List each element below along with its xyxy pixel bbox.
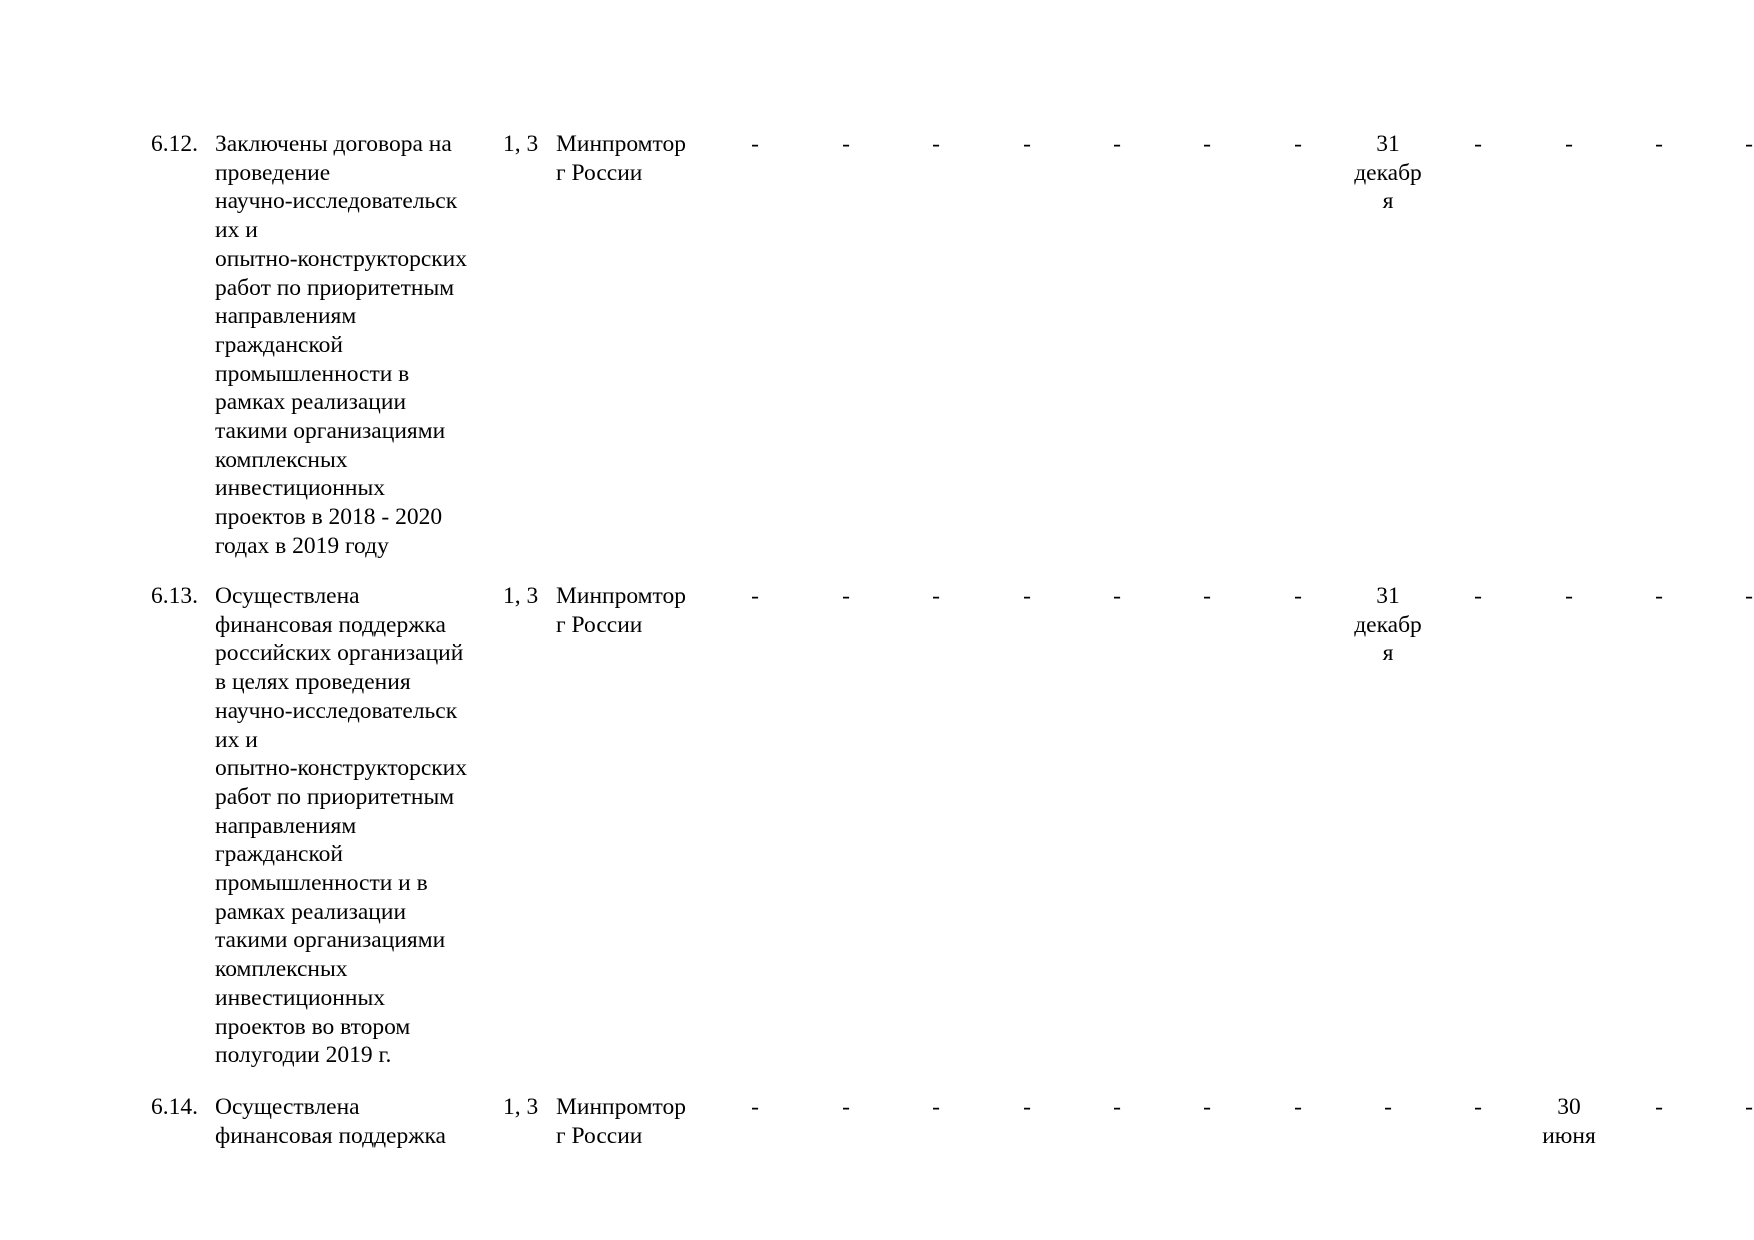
description-line: работ по приоритетным	[215, 274, 455, 301]
cell-value: -	[1655, 1094, 1663, 1120]
row-reference: 1, 3	[503, 1094, 539, 1120]
description-line: в целях проведения	[215, 669, 411, 696]
cell-value: -	[1294, 1094, 1302, 1120]
description-line: научно-исследовательск	[215, 697, 458, 724]
period-cell	[1709, 582, 1754, 611]
period-cell	[896, 1093, 976, 1122]
description-line: финансовая поддержка	[215, 611, 446, 638]
row-number: 6.14.	[151, 1094, 198, 1120]
description-line: инвестиционных	[215, 984, 385, 1011]
description-line: их и	[215, 726, 258, 753]
responsible-line: г России	[556, 1122, 643, 1149]
cell-value: -	[1203, 131, 1211, 157]
period-cell	[987, 582, 1067, 611]
cell-value: -	[1474, 583, 1482, 609]
cell-value: -	[1203, 583, 1211, 609]
period-cell	[1529, 130, 1609, 159]
description-line: гражданской	[215, 841, 343, 868]
description-line: промышленности в	[215, 360, 410, 387]
row-reference: 1, 3	[503, 131, 539, 157]
row-number: 6.12.	[151, 131, 198, 157]
cell-value: июня	[1542, 1122, 1596, 1149]
responsible-line: г России	[556, 611, 643, 638]
period-cell	[1258, 1093, 1338, 1122]
cell-value: -	[1565, 131, 1573, 157]
cell-value: -	[1294, 131, 1302, 157]
period-cell	[806, 1093, 886, 1122]
period-cell	[1529, 1093, 1609, 1150]
responsible-line: Минпромтор	[556, 1094, 687, 1120]
cell-value: -	[1384, 1094, 1392, 1120]
description-line: проектов во втором	[215, 1013, 411, 1040]
cell-value: 30	[1557, 1094, 1581, 1120]
cell-value: -	[1474, 131, 1482, 157]
period-cell	[715, 1093, 795, 1122]
cell-value: я	[1382, 640, 1394, 667]
row-description	[215, 1093, 495, 1150]
cell-value: -	[1113, 1094, 1121, 1120]
row-responsible	[556, 130, 706, 187]
period-cell	[806, 130, 886, 159]
description-line: направлениям	[215, 812, 357, 839]
cell-value: -	[1745, 1094, 1753, 1120]
cell-value: -	[1203, 1094, 1211, 1120]
description-line: Заключены договора на	[215, 131, 452, 157]
description-line: гражданской	[215, 331, 343, 358]
row-description	[215, 130, 495, 561]
period-cell	[1619, 582, 1699, 611]
row-number: 6.13.	[151, 583, 198, 609]
cell-value: -	[1745, 583, 1753, 609]
period-cell	[1258, 130, 1338, 159]
description-line: комплексных	[215, 956, 348, 983]
description-line: их и	[215, 217, 258, 244]
description-line: годах в 2019 году	[215, 532, 389, 559]
cell-value: -	[1023, 583, 1031, 609]
cell-value: -	[1565, 583, 1573, 609]
period-cell	[1258, 582, 1338, 611]
period-cell	[1438, 582, 1518, 611]
period-cell	[1619, 1093, 1699, 1122]
period-cell	[1077, 130, 1157, 159]
responsible-line: Минпромтор	[556, 583, 687, 609]
description-line: российских организаций	[215, 640, 464, 667]
cell-value: -	[932, 1094, 940, 1120]
row-responsible	[556, 582, 706, 639]
period-cell	[896, 130, 976, 159]
description-line: полугодии 2019 г.	[215, 1042, 392, 1069]
description-line: проведение	[215, 159, 331, 186]
period-cell	[1709, 130, 1754, 159]
row-responsible	[556, 1093, 706, 1150]
period-cell	[1167, 582, 1247, 611]
cell-value: -	[1655, 131, 1663, 157]
cell-value: -	[842, 1094, 850, 1120]
cell-value: 31	[1376, 131, 1400, 157]
description-line: опытно-конструкторских	[215, 245, 468, 272]
period-cell	[806, 582, 886, 611]
responsible-line: Минпромтор	[556, 131, 687, 157]
cell-value: декабр	[1354, 159, 1422, 186]
period-cell	[1077, 1093, 1157, 1122]
cell-value: -	[1294, 583, 1302, 609]
cell-value: -	[842, 131, 850, 157]
description-line: проектов в 2018 - 2020	[215, 504, 443, 531]
description-line: направлениям	[215, 303, 357, 330]
period-cell	[715, 130, 795, 159]
period-cell	[1348, 582, 1428, 668]
cell-value: -	[1655, 583, 1663, 609]
cell-value: 31	[1376, 583, 1400, 609]
cell-value: -	[1023, 131, 1031, 157]
period-cell	[1348, 130, 1428, 216]
cell-value: -	[932, 131, 940, 157]
description-line: опытно-конструкторских	[215, 755, 468, 782]
row-reference: 1, 3	[503, 583, 539, 609]
description-line: рамках реализации	[215, 898, 407, 925]
description-line: комплексных	[215, 446, 348, 473]
period-cell	[896, 582, 976, 611]
cell-value: -	[1113, 583, 1121, 609]
period-cell	[1529, 582, 1609, 611]
period-cell	[987, 1093, 1067, 1122]
cell-value: декабр	[1354, 611, 1422, 638]
description-line: рамках реализации	[215, 389, 407, 416]
description-line: промышленности и в	[215, 870, 428, 897]
period-cell	[1438, 130, 1518, 159]
period-cell	[1438, 1093, 1518, 1122]
description-line: такими организациями	[215, 418, 446, 445]
cell-value: -	[751, 583, 759, 609]
period-cell	[1167, 130, 1247, 159]
responsible-line: г России	[556, 159, 643, 186]
row-description	[215, 582, 495, 1070]
cell-value: -	[751, 1094, 759, 1120]
description-line: Осуществлена	[215, 583, 360, 609]
period-cell	[1619, 130, 1699, 159]
cell-value: -	[1113, 131, 1121, 157]
cell-value: я	[1382, 188, 1394, 215]
period-cell	[1077, 582, 1157, 611]
description-line: такими организациями	[215, 927, 446, 954]
period-cell	[1167, 1093, 1247, 1122]
description-line: научно-исследовательск	[215, 188, 458, 215]
period-cell	[715, 582, 795, 611]
cell-value: -	[932, 583, 940, 609]
cell-value: -	[751, 131, 759, 157]
description-line: инвестиционных	[215, 475, 385, 502]
period-cell	[987, 130, 1067, 159]
description-line: работ по приоритетным	[215, 783, 455, 810]
cell-value: -	[1474, 1094, 1482, 1120]
period-cell	[1348, 1093, 1428, 1122]
description-line: финансовая поддержка	[215, 1122, 446, 1149]
cell-value: -	[1023, 1094, 1031, 1120]
description-line: Осуществлена	[215, 1094, 360, 1120]
cell-value: -	[1745, 131, 1753, 157]
period-cell	[1709, 1093, 1754, 1122]
cell-value: -	[842, 583, 850, 609]
